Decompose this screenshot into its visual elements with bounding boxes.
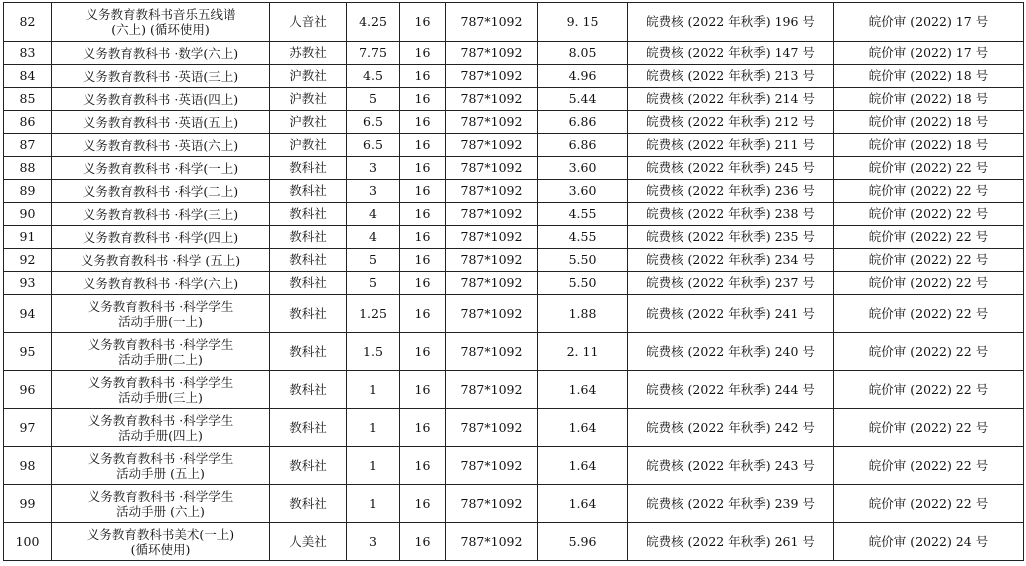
price-cell: 1.88 <box>538 295 628 333</box>
paper-size-cell: 787*1092 <box>446 333 538 371</box>
row-number-cell: 86 <box>4 111 52 134</box>
row-number-cell: 88 <box>4 157 52 180</box>
fee-approval-cell: 皖费核 (2022 年秋季) 240 号 <box>628 333 834 371</box>
row-number-cell: 93 <box>4 272 52 295</box>
row-number-cell: 100 <box>4 523 52 561</box>
row-number-cell: 84 <box>4 65 52 88</box>
textbook-name-cell <box>52 523 270 561</box>
print-sheets-cell: 3 <box>347 523 400 561</box>
textbook-name-line: 活动手册 (六上) <box>116 503 205 519</box>
publisher-cell: 沪教社 <box>270 134 347 157</box>
textbook-name-cell <box>52 134 270 157</box>
price-cell: 5.44 <box>538 88 628 111</box>
textbook-name-line: 义务教育教科书美术(一上) <box>86 526 235 542</box>
row-number-cell: 89 <box>4 180 52 203</box>
fee-approval-cell: 皖费核 (2022 年秋季) 213 号 <box>628 65 834 88</box>
textbook-name-line: 义务教育教科书 ·数学(六上) <box>82 45 239 61</box>
textbook-name-cell <box>52 42 270 65</box>
format-cell: 16 <box>400 88 446 111</box>
table-row <box>4 272 1024 295</box>
paper-size-cell: 787*1092 <box>446 272 538 295</box>
paper-size-cell: 787*1092 <box>446 409 538 447</box>
textbook-price-table <box>3 2 1024 561</box>
textbook-name-cell <box>52 371 270 409</box>
price-cell: 3.60 <box>538 180 628 203</box>
price-review-cell: 皖价审 (2022) 22 号 <box>834 295 1024 333</box>
price-review-cell: 皖价审 (2022) 22 号 <box>834 485 1024 523</box>
format-cell: 16 <box>400 3 446 42</box>
paper-size-cell: 787*1092 <box>446 203 538 226</box>
fee-approval-cell: 皖费核 (2022 年秋季) 261 号 <box>628 523 834 561</box>
print-sheets-cell: 3 <box>347 180 400 203</box>
publisher-cell: 教科社 <box>270 295 347 333</box>
publisher-cell: 人音社 <box>270 3 347 42</box>
table-row <box>4 42 1024 65</box>
textbook-name-cell <box>52 272 270 295</box>
price-review-cell: 皖价审 (2022) 22 号 <box>834 180 1024 203</box>
textbook-name-line: (循环使用) <box>130 541 191 557</box>
format-cell: 16 <box>400 226 446 249</box>
paper-size-cell: 787*1092 <box>446 3 538 42</box>
publisher-cell: 教科社 <box>270 180 347 203</box>
paper-size-cell: 787*1092 <box>446 523 538 561</box>
print-sheets-cell: 1.5 <box>347 333 400 371</box>
publisher-cell: 教科社 <box>270 409 347 447</box>
textbook-name-line: (六上) (循环使用) <box>111 22 210 37</box>
price-review-cell: 皖价审 (2022) 22 号 <box>834 333 1024 371</box>
price-cell: 6.86 <box>538 111 628 134</box>
price-cell: 4.55 <box>538 203 628 226</box>
publisher-cell: 教科社 <box>270 157 347 180</box>
format-cell: 16 <box>400 180 446 203</box>
fee-approval-cell: 皖费核 (2022 年秋季) 235 号 <box>628 226 834 249</box>
format-cell: 16 <box>400 485 446 523</box>
price-review-cell: 皖价审 (2022) 22 号 <box>834 447 1024 485</box>
textbook-name-line: 活动手册(二上) <box>118 351 203 367</box>
price-review-cell: 皖价审 (2022) 22 号 <box>834 157 1024 180</box>
format-cell: 16 <box>400 523 446 561</box>
row-number-cell: 82 <box>4 3 52 42</box>
publisher-cell: 人美社 <box>270 523 347 561</box>
table-row <box>4 134 1024 157</box>
print-sheets-cell: 5 <box>347 272 400 295</box>
textbook-name-line: 义务教育教科书 ·英语(六上) <box>82 137 239 153</box>
row-number-cell: 91 <box>4 226 52 249</box>
price-cell: 5.50 <box>538 249 628 272</box>
textbook-name-cell <box>52 226 270 249</box>
row-number-cell: 83 <box>4 42 52 65</box>
textbook-name-line: 义务教育教科书 ·科学学生 <box>87 412 234 428</box>
textbook-name-line: 义务教育教科书 ·科学学生 <box>87 374 234 390</box>
textbook-name-line: 义务教育教科书 ·科学 (五上) <box>80 252 241 268</box>
row-number-cell: 99 <box>4 485 52 523</box>
table-row <box>4 333 1024 371</box>
paper-size-cell: 787*1092 <box>446 88 538 111</box>
format-cell: 16 <box>400 42 446 65</box>
table-body <box>4 3 1024 561</box>
print-sheets-cell: 5 <box>347 249 400 272</box>
print-sheets-cell: 4.25 <box>347 3 400 42</box>
format-cell: 16 <box>400 134 446 157</box>
row-number-cell: 90 <box>4 203 52 226</box>
price-cell: 2. 11 <box>538 333 628 371</box>
textbook-name-line: 义务教育教科书 ·科学学生 <box>87 450 234 466</box>
textbook-name-cell <box>52 3 270 42</box>
publisher-cell: 教科社 <box>270 371 347 409</box>
fee-approval-cell: 皖费核 (2022 年秋季) 237 号 <box>628 272 834 295</box>
fee-approval-cell: 皖费核 (2022 年秋季) 212 号 <box>628 111 834 134</box>
fee-approval-cell: 皖费核 (2022 年秋季) 236 号 <box>628 180 834 203</box>
table-row <box>4 523 1024 561</box>
table-row <box>4 447 1024 485</box>
format-cell: 16 <box>400 111 446 134</box>
paper-size-cell: 787*1092 <box>446 65 538 88</box>
print-sheets-cell: 6.5 <box>347 134 400 157</box>
publisher-cell: 沪教社 <box>270 65 347 88</box>
fee-approval-cell: 皖费核 (2022 年秋季) 234 号 <box>628 249 834 272</box>
price-cell: 1.64 <box>538 447 628 485</box>
price-cell: 5.50 <box>538 272 628 295</box>
textbook-name-cell <box>52 249 270 272</box>
print-sheets-cell: 4.5 <box>347 65 400 88</box>
textbook-name-line: 活动手册(四上) <box>118 427 203 443</box>
format-cell: 16 <box>400 295 446 333</box>
row-number-cell: 96 <box>4 371 52 409</box>
table-row <box>4 485 1024 523</box>
print-sheets-cell: 7.75 <box>347 42 400 65</box>
price-review-cell: 皖价审 (2022) 22 号 <box>834 203 1024 226</box>
table-row <box>4 371 1024 409</box>
textbook-name-line: 义务教育教科书 ·科学(六上) <box>82 275 239 291</box>
paper-size-cell: 787*1092 <box>446 180 538 203</box>
textbook-name-line: 义务教育教科书 ·科学(二上) <box>82 183 239 199</box>
publisher-cell: 教科社 <box>270 249 347 272</box>
print-sheets-cell: 4 <box>347 226 400 249</box>
table-row <box>4 249 1024 272</box>
textbook-name-line: 义务教育教科书 ·科学学生 <box>87 488 234 504</box>
fee-approval-cell: 皖费核 (2022 年秋季) 239 号 <box>628 485 834 523</box>
paper-size-cell: 787*1092 <box>446 295 538 333</box>
textbook-name-line: 义务教育教科书 ·科学(一上) <box>82 160 239 176</box>
table-row <box>4 295 1024 333</box>
price-review-cell: 皖价审 (2022) 17 号 <box>834 3 1024 42</box>
paper-size-cell: 787*1092 <box>446 447 538 485</box>
table-row <box>4 157 1024 180</box>
table-row <box>4 111 1024 134</box>
textbook-name-line: 义务教育教科书 ·英语(五上) <box>82 114 239 130</box>
publisher-cell: 沪教社 <box>270 88 347 111</box>
textbook-name-line: 活动手册(三上) <box>118 389 203 405</box>
format-cell: 16 <box>400 371 446 409</box>
paper-size-cell: 787*1092 <box>446 157 538 180</box>
print-sheets-cell: 1 <box>347 371 400 409</box>
table-row <box>4 203 1024 226</box>
print-sheets-cell: 4 <box>347 203 400 226</box>
fee-approval-cell: 皖费核 (2022 年秋季) 242 号 <box>628 409 834 447</box>
textbook-name-cell <box>52 333 270 371</box>
textbook-name-line: 义务教育教科书 ·英语(四上) <box>82 91 239 107</box>
format-cell: 16 <box>400 409 446 447</box>
fee-approval-cell: 皖费核 (2022 年秋季) 243 号 <box>628 447 834 485</box>
price-review-cell: 皖价审 (2022) 22 号 <box>834 409 1024 447</box>
textbook-name-cell <box>52 485 270 523</box>
print-sheets-cell: 1.25 <box>347 295 400 333</box>
price-cell: 1.64 <box>538 485 628 523</box>
price-cell: 5.96 <box>538 523 628 561</box>
price-cell: 9. 15 <box>538 3 628 42</box>
print-sheets-cell: 1 <box>347 447 400 485</box>
print-sheets-cell: 6.5 <box>347 111 400 134</box>
price-cell: 4.55 <box>538 226 628 249</box>
price-review-cell: 皖价审 (2022) 17 号 <box>834 42 1024 65</box>
table-row <box>4 226 1024 249</box>
row-number-cell: 85 <box>4 88 52 111</box>
price-review-cell: 皖价审 (2022) 18 号 <box>834 88 1024 111</box>
textbook-name-cell <box>52 447 270 485</box>
textbook-name-cell <box>52 111 270 134</box>
print-sheets-cell: 3 <box>347 157 400 180</box>
format-cell: 16 <box>400 272 446 295</box>
textbook-name-line: 义务教育教科书音乐五线谱 <box>85 7 236 22</box>
paper-size-cell: 787*1092 <box>446 371 538 409</box>
textbook-name-cell <box>52 65 270 88</box>
format-cell: 16 <box>400 249 446 272</box>
price-review-cell: 皖价审 (2022) 18 号 <box>834 111 1024 134</box>
price-review-cell: 皖价审 (2022) 18 号 <box>834 134 1024 157</box>
format-cell: 16 <box>400 157 446 180</box>
price-cell: 8.05 <box>538 42 628 65</box>
fee-approval-cell: 皖费核 (2022 年秋季) 147 号 <box>628 42 834 65</box>
publisher-cell: 苏教社 <box>270 42 347 65</box>
textbook-name-line: 义务教育教科书 ·科学学生 <box>87 336 234 352</box>
fee-approval-cell: 皖费核 (2022 年秋季) 211 号 <box>628 134 834 157</box>
textbook-name-cell <box>52 203 270 226</box>
publisher-cell: 教科社 <box>270 272 347 295</box>
publisher-cell: 教科社 <box>270 333 347 371</box>
price-cell: 1.64 <box>538 371 628 409</box>
price-cell: 6.86 <box>538 134 628 157</box>
paper-size-cell: 787*1092 <box>446 134 538 157</box>
price-review-cell: 皖价审 (2022) 24 号 <box>834 523 1024 561</box>
fee-approval-cell: 皖费核 (2022 年秋季) 245 号 <box>628 157 834 180</box>
price-review-cell: 皖价审 (2022) 18 号 <box>834 65 1024 88</box>
textbook-name-line: 义务教育教科书 ·科学学生 <box>87 298 234 314</box>
row-number-cell: 97 <box>4 409 52 447</box>
format-cell: 16 <box>400 203 446 226</box>
fee-approval-cell: 皖费核 (2022 年秋季) 241 号 <box>628 295 834 333</box>
table-row <box>4 3 1024 42</box>
textbook-name-cell <box>52 88 270 111</box>
print-sheets-cell: 5 <box>347 88 400 111</box>
table-row <box>4 180 1024 203</box>
print-sheets-cell: 1 <box>347 485 400 523</box>
print-sheets-cell: 1 <box>347 409 400 447</box>
price-cell: 1.64 <box>538 409 628 447</box>
paper-size-cell: 787*1092 <box>446 485 538 523</box>
fee-approval-cell: 皖费核 (2022 年秋季) 244 号 <box>628 371 834 409</box>
publisher-cell: 教科社 <box>270 447 347 485</box>
paper-size-cell: 787*1092 <box>446 226 538 249</box>
publisher-cell: 教科社 <box>270 203 347 226</box>
price-review-cell: 皖价审 (2022) 22 号 <box>834 371 1024 409</box>
paper-size-cell: 787*1092 <box>446 249 538 272</box>
paper-size-cell: 787*1092 <box>446 42 538 65</box>
format-cell: 16 <box>400 333 446 371</box>
table-row <box>4 88 1024 111</box>
fee-approval-cell: 皖费核 (2022 年秋季) 214 号 <box>628 88 834 111</box>
textbook-name-line: 活动手册(一上) <box>118 313 203 329</box>
textbook-name-line: 活动手册 (五上) <box>116 465 205 481</box>
table-row <box>4 409 1024 447</box>
format-cell: 16 <box>400 447 446 485</box>
price-cell: 3.60 <box>538 157 628 180</box>
textbook-name-line: 义务教育教科书 ·英语(三上) <box>82 68 239 84</box>
format-cell: 16 <box>400 65 446 88</box>
price-review-cell: 皖价审 (2022) 22 号 <box>834 272 1024 295</box>
table-row <box>4 65 1024 88</box>
publisher-cell: 教科社 <box>270 485 347 523</box>
textbook-name-cell <box>52 409 270 447</box>
textbook-name-cell <box>52 295 270 333</box>
row-number-cell: 87 <box>4 134 52 157</box>
fee-approval-cell: 皖费核 (2022 年秋季) 196 号 <box>628 3 834 42</box>
price-review-cell: 皖价审 (2022) 22 号 <box>834 249 1024 272</box>
publisher-cell: 沪教社 <box>270 111 347 134</box>
textbook-name-cell <box>52 157 270 180</box>
publisher-cell: 教科社 <box>270 226 347 249</box>
row-number-cell: 98 <box>4 447 52 485</box>
row-number-cell: 94 <box>4 295 52 333</box>
paper-size-cell: 787*1092 <box>446 111 538 134</box>
fee-approval-cell: 皖费核 (2022 年秋季) 238 号 <box>628 203 834 226</box>
textbook-name-line: 义务教育教科书 ·科学(三上) <box>82 206 239 222</box>
textbook-name-line: 义务教育教科书 ·科学(四上) <box>82 229 239 245</box>
textbook-name-cell <box>52 180 270 203</box>
row-number-cell: 95 <box>4 333 52 371</box>
price-review-cell: 皖价审 (2022) 22 号 <box>834 226 1024 249</box>
row-number-cell: 92 <box>4 249 52 272</box>
price-cell: 4.96 <box>538 65 628 88</box>
